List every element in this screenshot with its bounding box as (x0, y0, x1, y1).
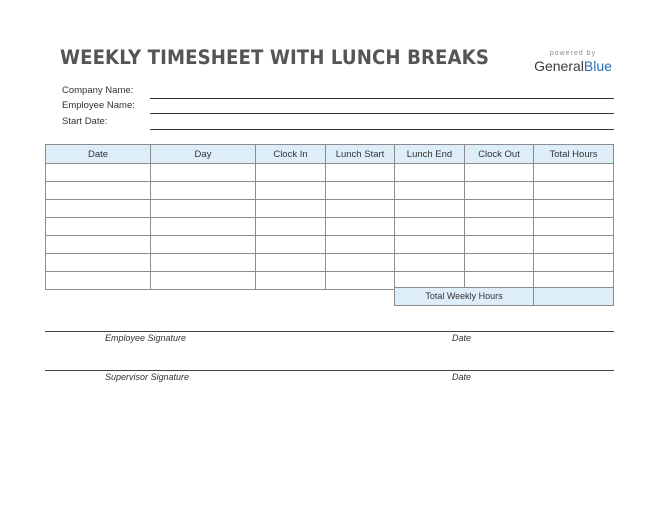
date-cell[interactable] (46, 236, 151, 254)
clock-in-cell[interactable] (256, 236, 326, 254)
company-name-label: Company Name: (62, 85, 134, 96)
table-row (46, 236, 614, 254)
total-weekly-hours-label: Total Weekly Hours (395, 288, 534, 306)
clock-in-cell[interactable] (256, 254, 326, 272)
total-hours-cell[interactable] (534, 254, 614, 272)
brand-logo (533, 50, 613, 75)
lunch-end-cell[interactable] (395, 200, 465, 218)
employee-name-label: Employee Name: (62, 100, 135, 111)
brand-name-blue: Blue (583, 58, 612, 74)
powered-by-text: powered by (549, 50, 597, 57)
page-title: WEEKLY TIMESHEET WITH LUNCH BREAKS (60, 46, 489, 69)
total-hours-cell[interactable] (534, 182, 614, 200)
table-row (46, 200, 614, 218)
start-date-label: Start Date: (62, 116, 108, 127)
employee-signature-label: Employee Signature (105, 333, 187, 343)
lunch-start-cell[interactable] (326, 272, 395, 290)
lunch-start-cell[interactable] (326, 236, 395, 254)
employee-name-field[interactable] (150, 113, 614, 114)
lunch-start-cell[interactable] (326, 218, 395, 236)
header-lunch-end: Lunch End (395, 145, 465, 164)
date-cell[interactable] (46, 182, 151, 200)
clock-out-cell[interactable] (465, 236, 534, 254)
day-cell[interactable] (151, 272, 256, 290)
table-row (46, 254, 614, 272)
table-row (46, 164, 614, 182)
timesheet-table (45, 144, 614, 290)
lunch-start-cell[interactable] (326, 182, 395, 200)
lunch-end-cell[interactable] (395, 236, 465, 254)
date-cell[interactable] (46, 218, 151, 236)
lunch-start-cell[interactable] (326, 254, 395, 272)
header-date: Date (46, 145, 151, 164)
date-cell[interactable] (46, 254, 151, 272)
table-header-row (46, 145, 614, 164)
supervisor-signature-label: Supervisor Signature (105, 372, 190, 382)
day-cell[interactable] (151, 164, 256, 182)
lunch-end-cell[interactable] (395, 254, 465, 272)
clock-in-cell[interactable] (256, 182, 326, 200)
clock-out-cell[interactable] (465, 218, 534, 236)
total-hours-cell[interactable] (534, 236, 614, 254)
total-weekly-table (394, 287, 614, 306)
date-cell[interactable] (46, 200, 151, 218)
date-cell[interactable] (46, 272, 151, 290)
lunch-end-cell[interactable] (395, 218, 465, 236)
start-date-field[interactable] (150, 129, 614, 130)
day-cell[interactable] (151, 218, 256, 236)
clock-in-cell[interactable] (256, 272, 326, 290)
supervisor-signature-line[interactable] (45, 370, 614, 371)
total-hours-cell[interactable] (534, 164, 614, 182)
table-row (46, 182, 614, 200)
brand-name-general: General (534, 58, 584, 74)
day-cell[interactable] (151, 236, 256, 254)
day-cell[interactable] (151, 254, 256, 272)
lunch-start-cell[interactable] (326, 164, 395, 182)
employee-signature-line[interactable] (45, 331, 614, 332)
clock-in-cell[interactable] (256, 218, 326, 236)
date-cell[interactable] (46, 164, 151, 182)
header-day: Day (151, 145, 256, 164)
brand-name (533, 58, 613, 75)
clock-in-cell[interactable] (256, 164, 326, 182)
total-hours-cell[interactable] (534, 218, 614, 236)
clock-out-cell[interactable] (465, 164, 534, 182)
company-name-field[interactable] (150, 98, 614, 99)
company-name-row (62, 85, 614, 99)
day-cell[interactable] (151, 200, 256, 218)
clock-in-cell[interactable] (256, 200, 326, 218)
supervisor-signature-date-label: Date (452, 372, 472, 382)
header-lunch-start: Lunch Start (326, 145, 395, 164)
day-cell[interactable] (151, 182, 256, 200)
clock-out-cell[interactable] (465, 254, 534, 272)
lunch-end-cell[interactable] (395, 164, 465, 182)
lunch-end-cell[interactable] (395, 182, 465, 200)
header-clock-out: Clock Out (465, 145, 534, 164)
table-row (46, 218, 614, 236)
header-total-hours: Total Hours (534, 145, 614, 164)
header-clock-in: Clock In (256, 145, 326, 164)
start-date-row (62, 116, 614, 130)
employee-signature-date-label: Date (452, 333, 472, 343)
employee-name-row (62, 100, 614, 114)
total-hours-cell[interactable] (534, 200, 614, 218)
lunch-start-cell[interactable] (326, 200, 395, 218)
total-weekly-row (395, 288, 614, 306)
clock-out-cell[interactable] (465, 200, 534, 218)
clock-out-cell[interactable] (465, 182, 534, 200)
total-weekly-hours-value[interactable] (534, 288, 614, 306)
